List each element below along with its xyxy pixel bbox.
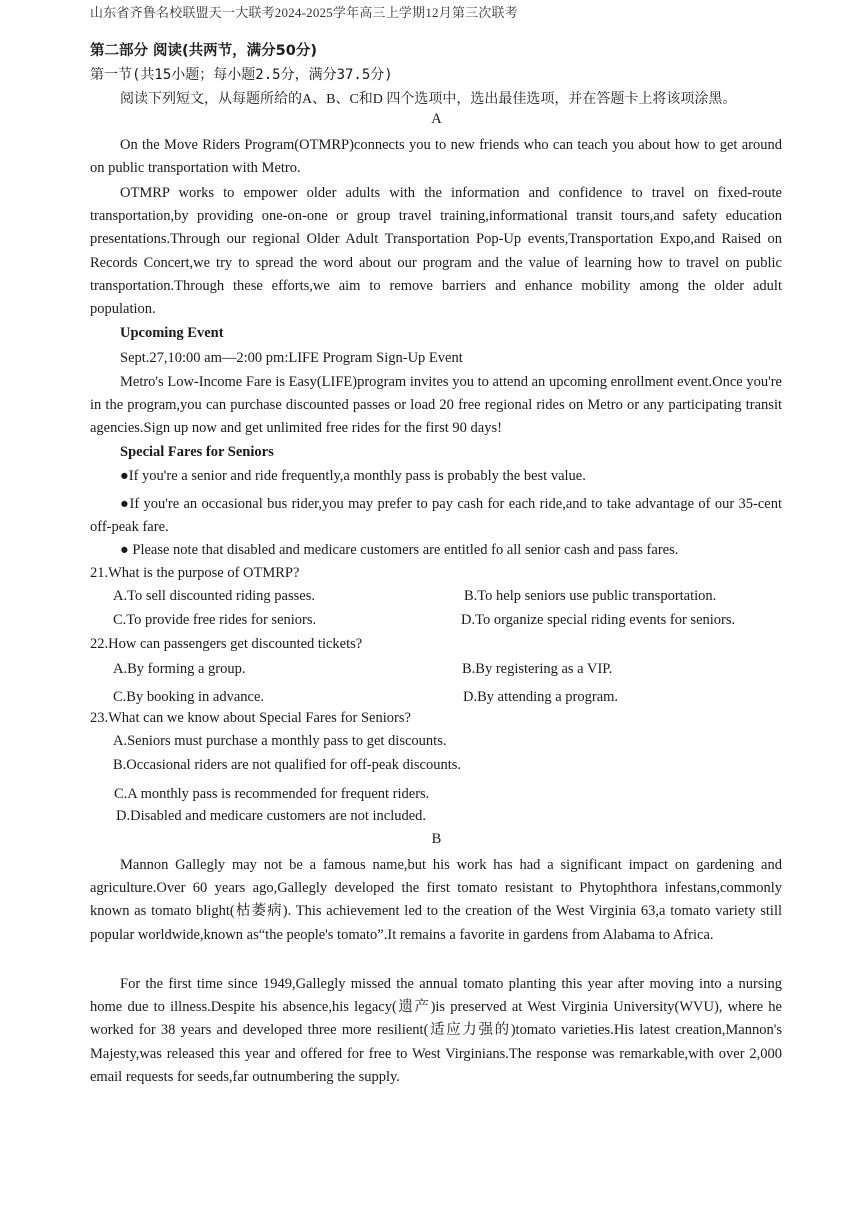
exam-header: 山东省齐鲁名校联盟天一大联考2024-2025学年高三上学期12月第三次联考 (90, 5, 518, 20)
question-22-option-b: B.By registering as a VIP. (462, 661, 613, 677)
question-22-option-a: A.By forming a group. (113, 661, 246, 677)
passage-b-label: B (431, 831, 442, 847)
question-23-option-c: C.A monthly pass is recommended for frequent riders. (114, 786, 430, 802)
bullet-2: ●If you're an occasional bus rider,you may prefer to pay cash for each ride,and to take advantage of our 35-cent off-peak fare. (90, 496, 782, 536)
question-21-option-a: A.To sell discounted riding passes. (113, 588, 315, 604)
question-22-option-c: C.By booking in advance. (113, 689, 265, 705)
question-23-stem: 23.What can we know about Special Fares for Seniors? (90, 710, 411, 726)
special-fares-heading: Special Fares for Seniors (120, 444, 274, 460)
event-line: Sept.27,10:00 am—2:00 pm:LIFE Program Sign-Up Event (120, 350, 463, 366)
section-title: 第二部分 阅读(共两节，满分50分) (90, 43, 317, 59)
question-23-option-a: A.Seniors must purchase a monthly pass to get discounts. (113, 733, 447, 749)
instruction: 阅读下列短文，从每题所给的A、B、C和D 四个选项中，选出最佳选项，并在答题卡上将该项涂黑。 (120, 92, 737, 107)
question-22-option-d: D.By attending a program. (463, 689, 619, 705)
bullet-1: ●If you're a senior and ride frequently,a monthly pass is probably the best value. (120, 468, 586, 484)
question-21-option-b: B.To help seniors use public transportation. (464, 588, 717, 604)
passage-a-paragraph-1: On the Move Riders Program(OTMRP)connects you to new friends who can teach you about how to get around on public transportation with Metro. (90, 137, 782, 177)
passage-a-paragraph-2: OTMRP works to empower older adults with the information and confidence to travel on fixed-route transportation,by providing one-on-one or group travel training,informational transit tours,and safety education presentations.Through our regional Older Adult Transportation Pop-Up events,Transportation Expo,and Raised on Records Concert,we try to spread the word about our program and the value of learning how to travel on public transportation.Through these efforts,we aim to remove barriers and enhance mobility among the older adult population. (90, 185, 782, 318)
passage-a-label: A (431, 111, 442, 127)
passage-a-paragraph-3: Metro's Low-Income Fare is Easy(LIFE)program invites you to attend an upcoming enrollment event.Once you're in the program,you can purchase discounted passes or load 20 free regional rides on Metro or any participating transit agencies.Sign up now and get unlimited free rides for the first 90 days! (90, 374, 782, 437)
question-21-stem: 21.What is the purpose of OTMRP? (90, 565, 300, 581)
question-21-option-c: C.To provide free rides for seniors. (113, 612, 317, 628)
question-23-option-b: B.Occasional riders are not qualified for off-peak discounts. (113, 757, 462, 773)
question-23-option-d: D.Disabled and medicare customers are not included. (116, 808, 427, 824)
question-21-option-d: D.To organize special riding events for seniors. (461, 612, 736, 628)
upcoming-event-heading: Upcoming Event (120, 325, 224, 341)
passage-b-paragraph-2: For the first time since 1949,Gallegly missed the annual tomato planting this year after moving into a nursing home due to illness.Despite his absence,his legacy(遗产)is preserved at West Virginia University(WVU), where he worked for 38 years and developed three more resilient(适应力强的)tomato varieties.His latest creation,Mannon's Majesty,was released this year and offered for free to West Virginians.The response was remarkable,with over 2,000 email requests for seeds,far outnumbering the supply. (90, 976, 782, 1085)
question-22-stem: 22.How can passengers get discounted tickets? (90, 636, 363, 652)
passage-b-paragraph-1: Mannon Gallegly may not be a famous name,but his work has had a significant impact on gardening and agriculture.Over 60 years ago,Gallegly developed the first tomato resistant to Phytophthora infestans,commonly known as tomato blight(枯萎病). This achievement led to the creation of the West Virginia 63,a tomato variety still popular worldwide,known as“the people's tomato”.It remains a favorite in gardens from Alabama to Africa. (90, 857, 782, 943)
bullet-3: ● Please note that disabled and medicare customers are entitled fo all senior cash and pass fares. (120, 542, 679, 558)
subsection-title: 第一节(共15小题；每小题2.5分，满分37.5分) (90, 67, 393, 83)
